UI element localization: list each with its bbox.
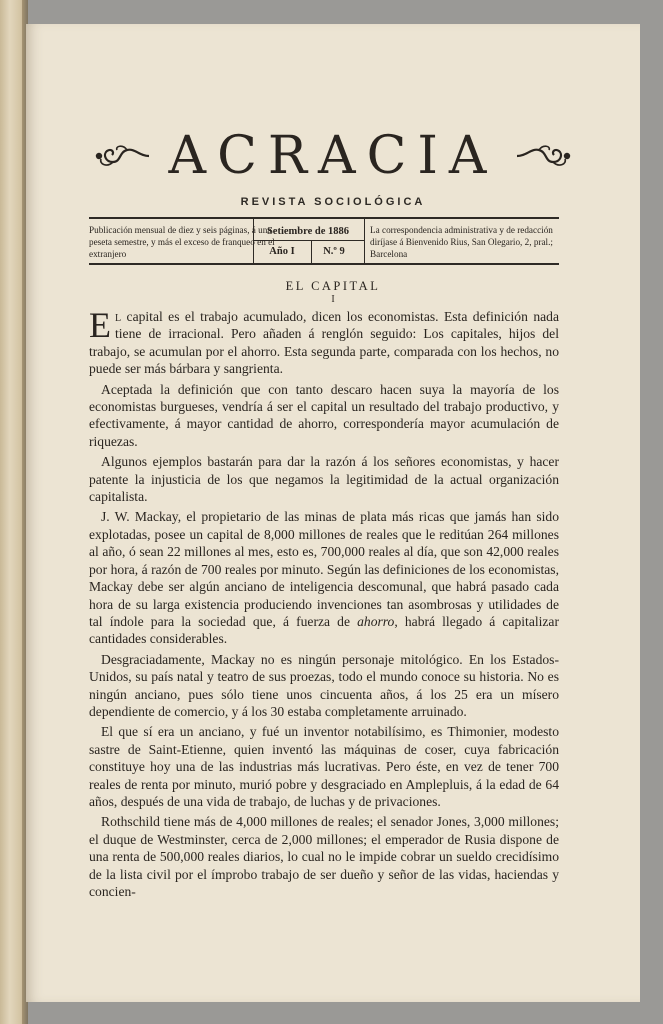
article-paragraph [89,305,559,378]
drop-cap: E [89,305,111,345]
article-body [89,305,559,903]
mackay-text-end: , habrá llegado á capitalizar cantidades considerables. [89,613,559,647]
article-paragraph: Rothschild tiene más de 4,000 millones de reales; el senador Jones, 3,000 millones; el duque de Westminster, cerca de 2,000 millones; el emperador de Rusia dispone de una renta de 500,000 reales diarios, lo cual no le impide cobrar un sueldo crecidísimo de la lista civil por el ímprobo trabajo de ser dueño y señor de las vidas, haciendas y concien- [89,814,559,899]
journal-page [26,24,640,1002]
correspondence-info: La correspondencia administrativa y de redacción diríjase á Bienvenido Rius, San Olegario, 2, pral.; Barcelona [370,225,553,259]
issue-year: Año I [269,246,295,257]
subscription-info: Publicación mensual de diez y seis páginas, á una peseta semestre, y más el exceso de franqueo en el extranjero [89,225,275,259]
lead-letter: l [115,309,122,324]
masthead [26,124,640,188]
mackay-text: J. W. Mackay, el propietario de las minas de plata más ricas que jamás han sido explotadas, posee un capital de 8,000 millones de reales que le reditúan 264 millones al año, ó sean 22 millones al mes, esto es, 700,000 reales al día, que son 42,000 reales por hora, á razón de 700 reales por minuto. Según las definiciones de los economistas, Mackay debe ser algún anciano de inteligencia descomunal, que habrá pasado cada hora de su larga existencia produciendo invenciones tan asombrosas y utilidades de tal índole para la sociedad que, á fuerza de [89,509,559,629]
article-paragraph: Algunos ejemplos bastarán para dar la razón á los señores economistas, y hacer patente la injusticia de los que negamos la legitimidad de la actual organización capitalista. [89,454,559,505]
issue-info [256,224,360,262]
article-section-number: I [331,294,335,305]
journal-subtitle: REVISTA SOCIOLÓGICA [240,196,426,208]
issue-number: N.º 9 [323,246,345,257]
issue-date: Setiembre de 1886 [266,226,350,237]
article-title: EL CAPITAL [285,279,381,293]
info-bottom-rule [89,263,559,265]
article-paragraph: Aceptada la definición que con tanto descaro hacen suya la mayoría de los economistas burgueses, vendría á ser el capital un resultado del trabajo productivo, y efectivamente, á mayor cantidad de ahorro, correspondería mayor acumulación de riquezas. [89,381,559,449]
info-top-rule [89,217,559,219]
lead-text: capital es el trabajo acumulado, dicen los economistas. Esta definición nada tiene de irracional. Pero añaden á renglón seguido: Los capitales, hijos del trabajo, se acumulan por el ahorro. Esta segunda parte, comparada con los hechos, no puede ser más bárbara y sangrienta. [89,309,559,377]
article-paragraph: Desgraciadamente, Mackay no es ningún personaje mitológico. En los Estados-Unidos, su país natal y teatro de sus proezas, todo el mundo conoce su historia. No es ningún anciano, pues sólo tiene unos cincuenta años, á los 25 era un mísero dependiente de comercio, y á los 30 estaba completamente arruinado. [89,651,559,719]
scroll-ornament-right-icon [515,142,573,170]
scroll-ornament-left-icon [93,142,151,170]
italic-word: ahorro [357,613,395,629]
article-paragraph: El que sí era un anciano, y fué un inventor notabilísimo, es Thimonier, modesto sastre de Saint-Etienne, quien inventó las máquinas de coser, cuya fabricación constituye hoy una de las industrias más lucrativas. Pero éste, en vez de tener 700 reales de renta por minuto, murió pobre y desgraciado en Amplepluis, á la edad de 64 años, después de una vida de trabajo, de luchas y de privaciones. [89,724,559,809]
journal-title: ACRACIA [168,126,498,186]
article-paragraph [89,508,559,647]
